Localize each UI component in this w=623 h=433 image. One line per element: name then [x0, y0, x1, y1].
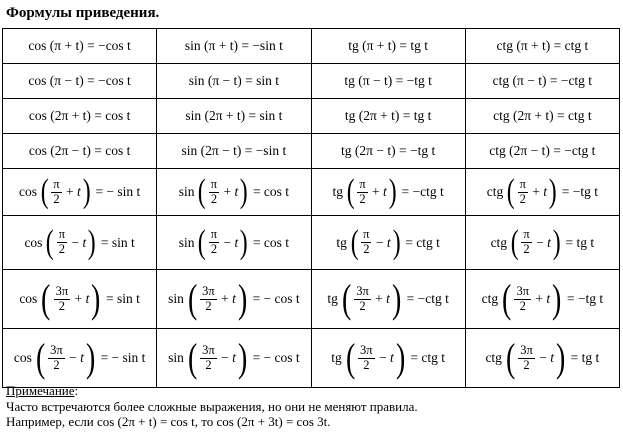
fraction — [358, 344, 375, 373]
fraction-denominator: 2 — [205, 298, 212, 313]
fraction — [357, 178, 367, 207]
formula-result: = tg t — [570, 350, 600, 365]
fraction-denominator: 2 — [58, 298, 66, 313]
formula-expression — [487, 175, 598, 209]
fraction-denominator: 2 — [205, 357, 212, 372]
fraction-numerator: 3π — [520, 342, 533, 357]
fraction-numerator: 3π — [202, 283, 215, 298]
function-name: sin — [168, 350, 184, 365]
fraction-numerator: 3π — [202, 342, 215, 357]
fraction — [57, 228, 67, 257]
formula-expression — [327, 276, 449, 321]
operator: − — [375, 234, 384, 250]
right-paren: ) — [239, 223, 248, 261]
formula-expression — [481, 276, 604, 321]
operator: − — [71, 234, 80, 250]
formula-expression — [331, 335, 446, 380]
right-paren: ) — [237, 276, 248, 321]
argument — [360, 228, 390, 257]
operator: + — [65, 184, 74, 199]
formula-result: = − sin t — [95, 184, 141, 199]
formula-cell — [465, 169, 619, 216]
formula-cell — [465, 270, 619, 329]
argument — [56, 228, 86, 257]
fraction — [514, 285, 531, 314]
left-paren: ( — [350, 223, 359, 261]
reduction-formulas-table — [2, 28, 620, 388]
fraction-denominator: 2 — [53, 191, 60, 206]
formula-cell — [157, 216, 311, 270]
formula-expression — [485, 335, 600, 380]
argument — [208, 178, 238, 207]
fraction-numerator: 3π — [356, 283, 369, 298]
formula-expression — [178, 223, 290, 261]
fraction-denominator: 2 — [53, 357, 60, 372]
function-name: tg — [331, 350, 342, 365]
function-name: ctg — [481, 291, 499, 306]
variable: t — [232, 350, 236, 365]
fraction-numerator: π — [58, 227, 66, 242]
argument — [353, 285, 390, 314]
function-name: cos — [19, 291, 38, 306]
formula-result: = sin t — [106, 291, 140, 306]
table-row — [3, 64, 620, 99]
formula-expression — [24, 223, 135, 261]
function-name: tg — [336, 234, 347, 250]
variable: t — [82, 234, 87, 250]
fraction-numerator: π — [519, 176, 526, 191]
argument — [520, 228, 550, 257]
formula-result: = −ctg t — [406, 291, 449, 306]
operator: + — [372, 184, 380, 199]
formula-cell — [465, 329, 619, 388]
fraction-numerator: 3π — [50, 342, 63, 357]
function-name: ctg — [490, 234, 508, 250]
argument — [517, 344, 554, 373]
formula-expression — [168, 276, 300, 321]
formula-cell: tg (π + t) = tg t — [311, 29, 465, 64]
variable: t — [232, 291, 236, 306]
left-paren: ( — [506, 173, 515, 210]
operator: − — [536, 234, 544, 250]
formula-cell: ctg (π − t) = −ctg t — [465, 64, 619, 99]
formula-cell: sin (2π − t) = −sin t — [157, 134, 311, 169]
left-paren: ( — [198, 173, 207, 210]
function-name: tg — [332, 184, 344, 199]
formula-result: = cos t — [252, 184, 290, 199]
fraction-numerator: 3π — [360, 342, 373, 357]
argument — [208, 228, 238, 257]
operator: + — [532, 184, 540, 199]
variable: t — [383, 184, 387, 199]
function-name: ctg — [485, 350, 502, 365]
formula-result: = tg t — [565, 234, 595, 250]
right-paren: ) — [395, 335, 406, 380]
operator: + — [74, 291, 83, 306]
operator: + — [221, 291, 229, 306]
fraction — [54, 285, 71, 314]
formula-cell — [311, 216, 465, 270]
operator: − — [223, 234, 232, 250]
fraction-denominator: 2 — [210, 242, 218, 256]
formula-cell — [157, 169, 311, 216]
argument — [53, 285, 90, 314]
formula-cell — [3, 216, 157, 270]
operator: + — [535, 291, 544, 306]
formula-result: = sin t — [100, 234, 135, 250]
fraction-numerator: π — [359, 176, 366, 191]
formula-result: = −ctg t — [401, 184, 444, 199]
left-paren: ( — [502, 276, 512, 321]
fraction-numerator: 3π — [55, 283, 69, 298]
formula-cell — [157, 329, 311, 388]
fraction-numerator: π — [363, 227, 370, 242]
formula-cell — [3, 329, 157, 388]
formula-result: = − cos t — [252, 291, 300, 306]
fraction — [209, 228, 219, 257]
fraction — [200, 344, 217, 373]
page-title: Формулы приведения. — [6, 5, 160, 21]
right-paren: ) — [85, 335, 96, 380]
variable: t — [546, 291, 551, 306]
right-paren: ) — [552, 223, 561, 261]
formula-result: = ctg t — [410, 350, 446, 365]
variable: t — [234, 184, 239, 199]
formula-cell: tg (π − t) = −tg t — [311, 64, 465, 99]
table-row — [3, 29, 620, 64]
formula-expression — [19, 175, 140, 209]
left-paren: ( — [187, 335, 198, 380]
fraction-denominator: 2 — [519, 298, 526, 313]
formula-expression — [490, 223, 595, 261]
formula-cell: ctg (2π − t) = −ctg t — [465, 134, 619, 169]
fraction — [51, 178, 61, 207]
fraction — [48, 344, 65, 373]
table-row — [3, 270, 620, 329]
variable: t — [386, 291, 390, 306]
right-paren: ) — [388, 173, 397, 210]
fraction-denominator: 2 — [523, 242, 530, 256]
fraction-denominator: 2 — [58, 242, 66, 256]
operator: + — [375, 291, 383, 306]
formula-cell — [311, 329, 465, 388]
left-paren: ( — [187, 276, 198, 321]
operator: − — [69, 350, 77, 365]
note — [6, 383, 418, 430]
formula-cell — [311, 169, 465, 216]
left-paren: ( — [35, 335, 46, 380]
fraction — [518, 178, 528, 207]
argument — [199, 285, 236, 314]
right-paren: ) — [82, 173, 91, 210]
right-paren: ) — [555, 335, 566, 380]
variable: t — [85, 291, 90, 306]
argument — [50, 178, 80, 207]
fraction-denominator: 2 — [519, 191, 526, 206]
fraction-denominator: 2 — [363, 242, 370, 256]
variable: t — [543, 184, 548, 199]
note-label: Примечание — [6, 383, 75, 398]
formula-result: = −tg t — [566, 291, 604, 306]
fraction — [521, 228, 531, 257]
left-paren: ( — [40, 173, 49, 210]
right-paren: ) — [87, 223, 96, 261]
argument — [517, 178, 547, 207]
fraction-numerator: π — [210, 227, 218, 242]
fraction — [354, 285, 371, 314]
formula-result: = −tg t — [561, 184, 598, 199]
variable: t — [80, 350, 84, 365]
note-line-2: Например, если cos (2π + t) = cos t, то cos (2π + 3t) = cos 3t. — [6, 414, 331, 429]
formula-cell: cos (2π + t) = cos t — [3, 99, 157, 134]
function-name: sin — [168, 291, 184, 306]
table-row — [3, 99, 620, 134]
function-name: sin — [178, 184, 195, 199]
operator: − — [378, 350, 387, 365]
fraction-denominator: 2 — [210, 191, 218, 206]
left-paren: ( — [505, 335, 516, 380]
fraction — [200, 285, 217, 314]
variable: t — [386, 234, 391, 250]
left-paren: ( — [41, 276, 51, 321]
left-paren: ( — [346, 173, 355, 210]
function-name: cos — [13, 350, 32, 365]
formula-cell: tg (2π − t) = −tg t — [311, 134, 465, 169]
formula-expression — [333, 175, 444, 209]
formula-cell: tg (2π + t) = tg t — [311, 99, 465, 134]
variable: t — [76, 184, 81, 199]
function-name: cos — [24, 234, 43, 250]
formula-expression — [13, 335, 146, 380]
argument — [357, 344, 394, 373]
fraction-numerator: π — [53, 176, 60, 191]
function-name: cos — [18, 184, 37, 199]
formula-result: = ctg t — [405, 234, 440, 250]
left-paren: ( — [198, 223, 207, 261]
formula-cell: cos (π + t) = −cos t — [3, 29, 157, 64]
formula-result: = cos t — [252, 234, 290, 250]
formula-expression — [179, 175, 289, 209]
operator: − — [221, 350, 229, 365]
argument — [199, 344, 236, 373]
fraction — [209, 178, 219, 207]
operator: + — [223, 184, 232, 199]
variable: t — [547, 234, 551, 250]
formula-cell — [3, 270, 157, 329]
operator: − — [539, 350, 547, 365]
right-paren: ) — [391, 276, 402, 321]
formula-cell: cos (2π − t) = cos t — [3, 134, 157, 169]
formula-expression — [19, 276, 140, 321]
formula-cell: sin (2π + t) = sin t — [157, 99, 311, 134]
variable: t — [389, 350, 394, 365]
left-paren: ( — [510, 223, 519, 261]
formula-result: = − cos t — [252, 350, 300, 365]
note-line-1: Часто встречаются более сложные выражения, но они не меняют правила. — [6, 398, 418, 414]
right-paren: ) — [239, 173, 248, 210]
fraction-denominator: 2 — [523, 357, 530, 372]
variable: t — [550, 350, 554, 365]
argument — [356, 178, 386, 207]
variable: t — [234, 234, 239, 250]
right-paren: ) — [91, 276, 101, 321]
left-paren: ( — [345, 335, 356, 380]
argument — [47, 344, 84, 373]
fraction — [361, 228, 371, 257]
function-name: sin — [178, 234, 195, 250]
formula-expression — [336, 223, 440, 261]
fraction-numerator: π — [523, 227, 530, 242]
fraction-numerator: π — [210, 176, 218, 191]
formula-cell: ctg (2π + t) = ctg t — [465, 99, 619, 134]
table-row — [3, 169, 620, 216]
fraction-denominator: 2 — [359, 191, 366, 206]
right-paren: ) — [392, 223, 401, 261]
formula-cell: sin (π + t) = −sin t — [157, 29, 311, 64]
fraction — [518, 344, 535, 373]
table-row — [3, 216, 620, 270]
argument — [513, 285, 550, 314]
formula-cell: sin (π − t) = sin t — [157, 64, 311, 99]
table-row — [3, 329, 620, 388]
left-paren: ( — [46, 223, 55, 261]
table-row — [3, 134, 620, 169]
formula-cell: cos (π − t) = −cos t — [3, 64, 157, 99]
function-name: ctg — [486, 184, 504, 199]
formula-expression — [168, 335, 300, 380]
right-paren: ) — [552, 276, 562, 321]
formula-cell — [157, 270, 311, 329]
note-colon: : — [74, 383, 79, 398]
formula-cell — [465, 216, 619, 270]
fraction-numerator: 3π — [516, 283, 530, 298]
left-paren: ( — [341, 276, 352, 321]
right-paren: ) — [237, 335, 248, 380]
formula-result: = − sin t — [100, 350, 146, 365]
formula-cell — [311, 270, 465, 329]
function-name: tg — [327, 291, 338, 306]
formula-cell — [3, 169, 157, 216]
right-paren: ) — [548, 173, 557, 210]
formula-cell: ctg (π + t) = ctg t — [465, 29, 619, 64]
fraction-denominator: 2 — [359, 298, 366, 313]
fraction-denominator: 2 — [363, 357, 370, 372]
